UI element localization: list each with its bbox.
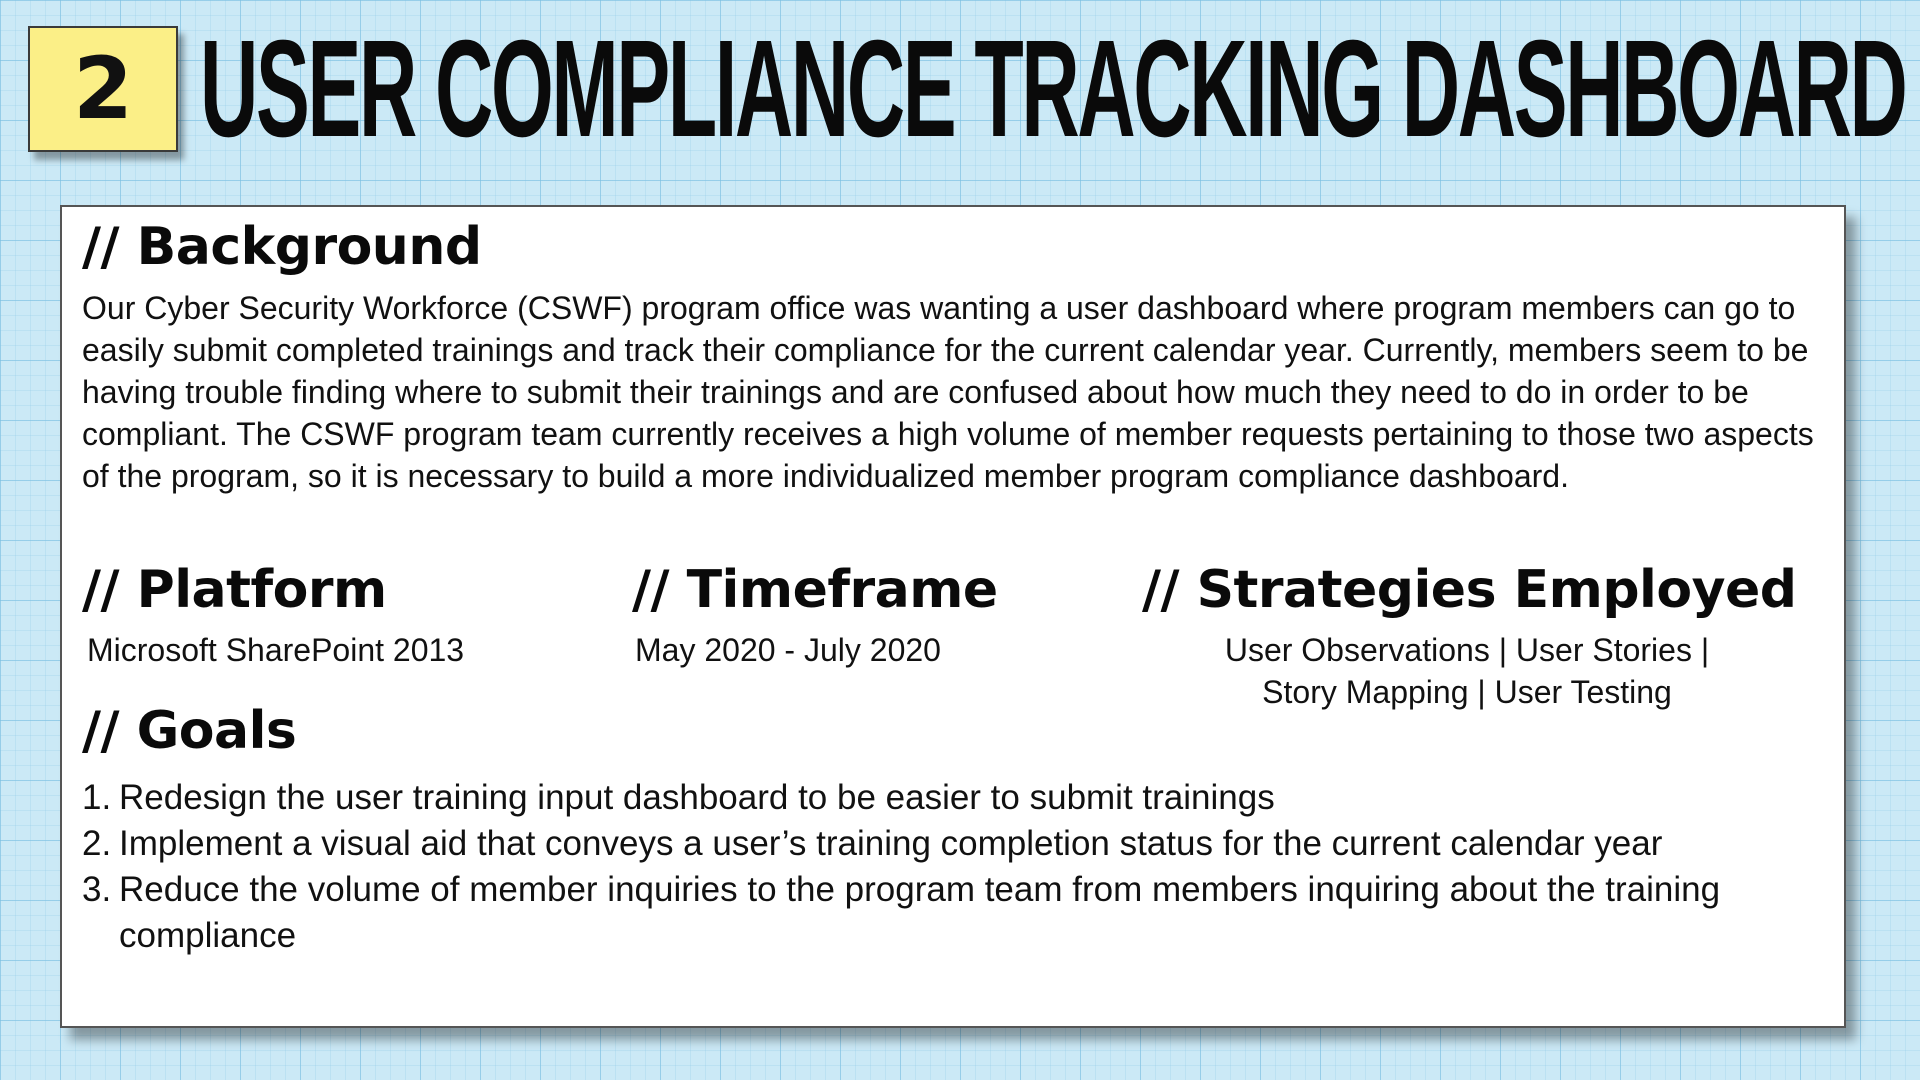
goal-text: Reduce the volume of member inquiries to the program team from members inquiring about the training compliance [119,870,1721,955]
page-title: USER COMPLIANCE TRACKING DASHBOARD [200,12,1906,166]
background-text: Our Cyber Security Workforce (CSWF) program office was wanting a user dashboard where program members can go to easily submit completed trainings and track their compliance for the current calendar year. Currently, members seem to be having trouble finding where to submit their trainings and are confused about how much they need to do in order to be compliant. The CSWF program team currently receives a high volume of member requests pertaining to those two aspects of the program, so it is necessary to build a more individualized member program compliance dashboard. [82,290,1814,494]
content-card [60,205,1846,1028]
slide-number: 2 [73,39,133,139]
strategies-line-1: User Observations | User Stories | [1224,632,1710,668]
goal-item [82,821,1827,867]
goals-heading: // Goals [82,701,297,761]
platform-value: Microsoft SharePoint 2013 [87,632,465,668]
slide-number-badge [28,26,178,152]
timeframe-value: May 2020 - July 2020 [635,632,941,668]
strategies-heading: // Strategies Employed [1142,560,1797,620]
strategies-line-2: Story Mapping | User Testing [1262,674,1672,710]
goal-item [82,867,1827,959]
platform-heading: // Platform [82,560,387,620]
strategies-list [1142,629,1792,713]
goals-list [82,775,1827,959]
goal-text: Redesign the user training input dashboard to be easier to submit trainings [119,778,1275,817]
goal-item [82,775,1827,821]
goal-number: 3. [82,870,112,909]
goal-text: Implement a visual aid that conveys a user’s training completion status for the current calendar year [119,824,1663,863]
goal-number: 1. [82,778,112,817]
background-heading: // Background [82,217,482,277]
timeframe-heading: // Timeframe [632,560,998,620]
goal-number: 2. [82,824,112,863]
